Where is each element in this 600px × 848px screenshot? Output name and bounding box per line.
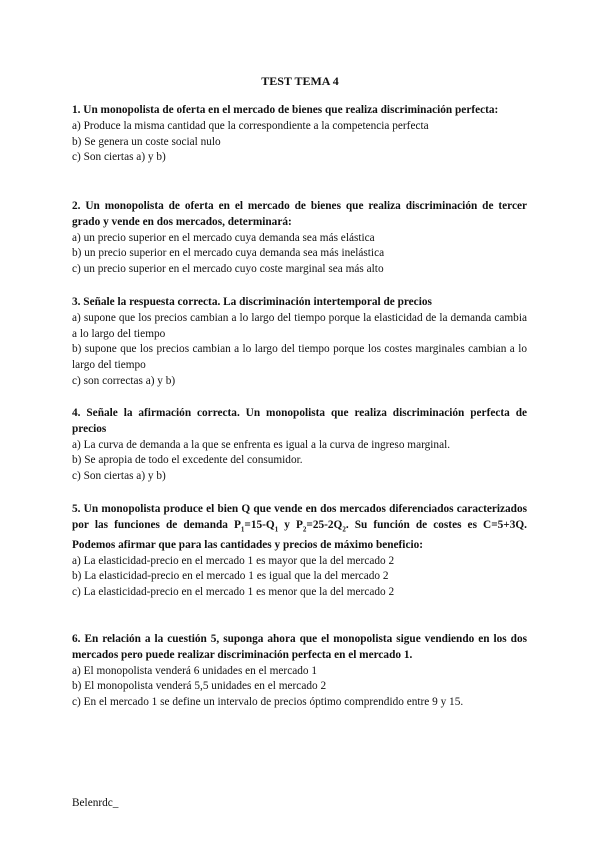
option-c: c) Son ciertas a) y b) — [72, 470, 166, 483]
question-4 — [72, 406, 527, 485]
option-c: c) Son ciertas a) y b) — [72, 151, 166, 164]
option-b: b) Se apropia de todo el excedente del consumidor. — [72, 454, 303, 467]
question-stem: 3. Señale la respuesta correcta. La discriminación intertemporal de precios — [72, 296, 432, 308]
stem-text: =25-2Q — [306, 518, 343, 531]
question-5 — [72, 502, 527, 601]
subscript: 2 — [302, 525, 307, 534]
option-c: c) son correctas a) y b) — [72, 374, 176, 387]
question-3 — [72, 295, 527, 390]
option-b: b) un precio superior en el mercado cuya demanda sea más inelástica — [72, 247, 385, 260]
option-b: b) El monopolista venderá 5,5 unidades en el mercado 2 — [72, 680, 327, 693]
question-6 — [72, 632, 527, 711]
option-a: a) supone que los precios cambian a lo largo del tiempo porque la elasticidad de la demanda cambia a lo largo del tiempo — [72, 311, 527, 340]
question-stem: 1. Un monopolista de oferta en el mercado de bienes que realiza discriminación perfecta: — [72, 104, 499, 116]
option-a: a) La elasticidad-precio en el mercado 1 es mayor que la del mercado 2 — [72, 554, 395, 567]
option-b: b) supone que los precios cambian a lo largo del tiempo porque los costes marginales cambian a lo largo del tiempo — [72, 343, 527, 372]
question-2 — [72, 199, 527, 278]
option-b: b) Se genera un coste social nulo — [72, 135, 221, 148]
subscript: 1 — [274, 525, 279, 534]
option-c: c) un precio superior en el mercado cuyo coste marginal sea más alto — [72, 263, 384, 276]
page-title: TEST TEMA 4 — [261, 74, 339, 88]
option-a: a) un precio superior en el mercado cuya demanda sea más elástica — [72, 231, 375, 244]
option-c: c) En el mercado 1 se define un intervalo de precios óptimo comprendido entre 9 y 15. — [72, 696, 464, 709]
option-a: a) Produce la misma cantidad que la correspondiente a la competencia perfecta — [72, 119, 429, 132]
subscript: 1 — [240, 525, 245, 534]
subscript: 2 — [342, 525, 346, 534]
question-stem — [72, 502, 527, 554]
option-b: b) La elasticidad-precio en el mercado 1 es igual que la del mercado 2 — [72, 570, 389, 583]
author-footer: Belenrdc_ — [72, 797, 119, 809]
question-1 — [72, 103, 527, 166]
stem-text: y P — [278, 518, 303, 531]
stem-text: . Su función de costes es C=5+3Q. Podemos afirmar que para las cantidades y precios de máximo beneficio: — [72, 518, 527, 551]
option-c: c) La elasticidad-precio en el mercado 1 es menor que la del mercado 2 — [72, 586, 395, 599]
question-stem: 6. En relación a la cuestión 5, suponga ahora que el monopolista sigue vendiendo en los dos mercados pero puede realizar discriminación perfecta en el mercado 1. — [72, 633, 527, 661]
stem-text: 5. Un monopolista produce el bien Q que vende en dos mercados diferenciados caracterizados por las funciones de demanda P — [72, 503, 527, 531]
option-a: a) El monopolista venderá 6 unidades en el mercado 1 — [72, 664, 317, 677]
stem-text: =15-Q — [244, 518, 275, 531]
question-stem: 2. Un monopolista de oferta en el mercado de bienes que realiza discriminación de tercer grado y vende en dos mercados, determinará: — [72, 200, 527, 228]
question-stem: 4. Señale la afirmación correcta. Un monopolista que realiza discriminación perfecta de precios — [72, 407, 527, 435]
option-a: a) La curva de demanda a la que se enfrenta es igual a la curva de ingreso marginal. — [72, 438, 451, 451]
